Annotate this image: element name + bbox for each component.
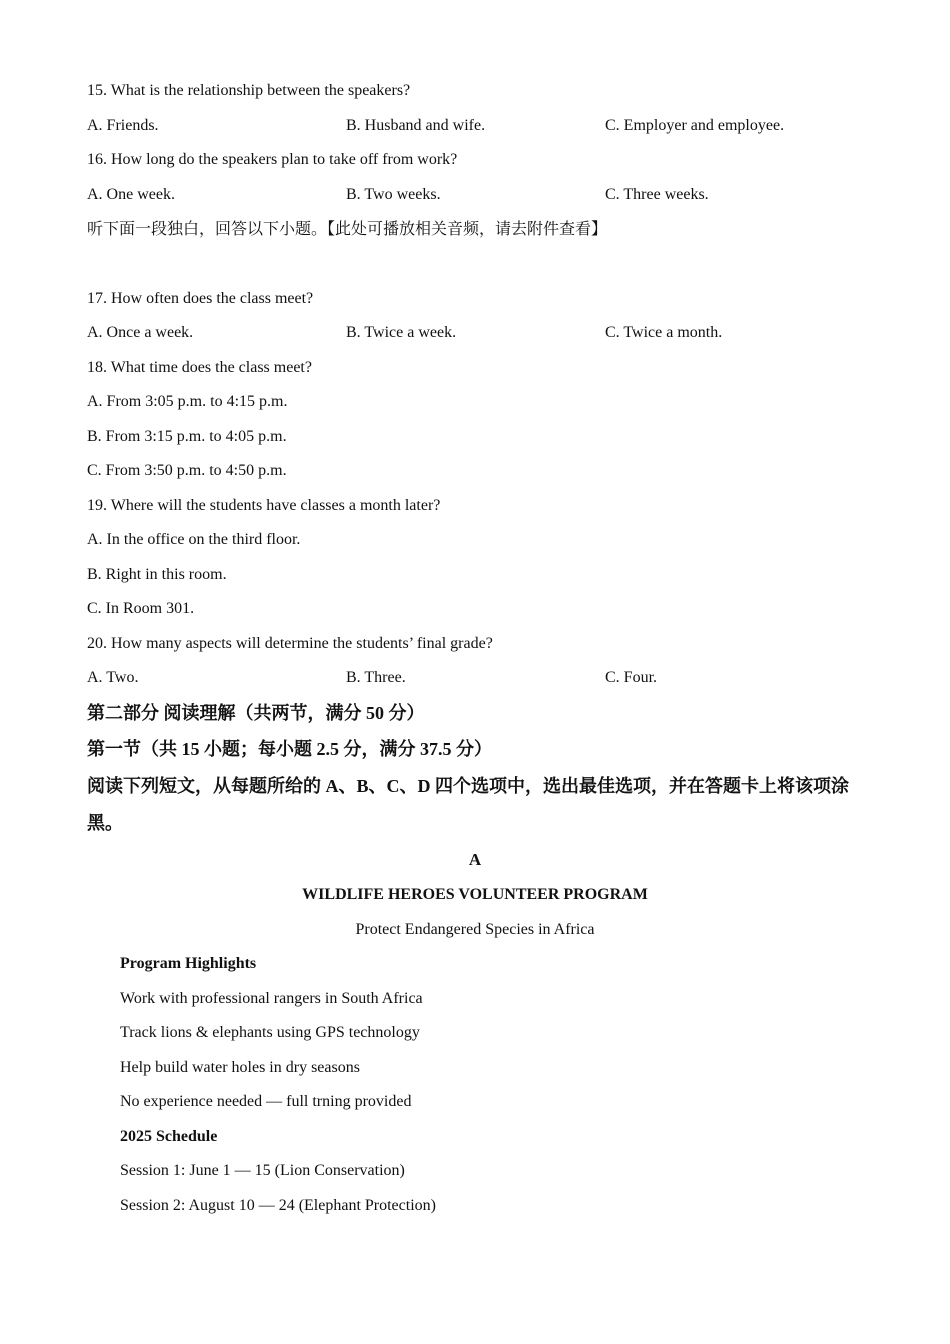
passage-subtitle: Protect Endangered Species in Africa — [355, 921, 595, 938]
question-18-option-b: B. From 3:15 p.m. to 4:05 p.m. — [87, 428, 287, 445]
question-19-option-a: A. In the office on the third floor. — [87, 531, 301, 548]
question-20-option-b: B. Three. — [346, 669, 406, 686]
question-19-option-c: C. In Room 301. — [87, 600, 195, 617]
question-15-option-c: C. Employer and employee. — [605, 117, 785, 134]
monologue-instruction: 听下面一段独白，回答以下小题。【此处可播放相关音频，请去附件查看】 — [87, 221, 608, 238]
highlights-heading: Program Highlights — [120, 955, 257, 972]
highlight-item: Help build water holes in dry seasons — [120, 1059, 360, 1076]
schedule-item: Session 1: June 1 — 15 (Lion Conservation) — [120, 1162, 405, 1179]
question-18-option-a: A. From 3:05 p.m. to 4:15 p.m. — [87, 393, 288, 410]
question-16: 16. How long do the speakers plan to take off from work? — [87, 151, 458, 168]
question-17: 17. How often does the class meet? — [87, 290, 314, 307]
passage-letter: A — [468, 850, 482, 869]
question-20-option-c: C. Four. — [605, 669, 658, 686]
question-15: 15. What is the relationship between the speakers? — [87, 82, 411, 99]
schedule-item: Session 2: August 10 — 24 (Elephant Protection) — [120, 1197, 436, 1214]
section-one-title: 第一节（共 15 小题；每小题 2.5 分，满分 37.5 分） — [87, 739, 492, 759]
question-19: 19. Where will the students have classes a month later? — [87, 497, 441, 514]
question-16-option-a: A. One week. — [87, 186, 175, 203]
question-16-option-b: B. Two weeks. — [346, 186, 441, 203]
reading-instruction: 阅读下列短文，从每题所给的 A、B、C、D 四个选项中，选出最佳选项，并在答题卡上将该项涂黑。 — [87, 776, 849, 833]
question-17-option-a: A. Once a week. — [87, 324, 194, 341]
question-18-option-c: C. From 3:50 p.m. to 4:50 p.m. — [87, 462, 287, 479]
question-20: 20. How many aspects will determine the students’ final grade? — [87, 635, 493, 652]
question-16-option-c: C. Three weeks. — [605, 186, 709, 203]
question-17-option-b: B. Twice a week. — [346, 324, 457, 341]
question-19-option-b: B. Right in this room. — [87, 566, 227, 583]
highlight-item: Track lions & elephants using GPS technology — [120, 1024, 420, 1041]
part-two-title: 第二部分 阅读理解（共两节，满分 50 分） — [87, 703, 425, 723]
question-20-option-a: A. Two. — [87, 669, 139, 686]
highlight-item: No experience needed — full trning provided — [120, 1093, 412, 1110]
question-15-option-a: A. Friends. — [87, 117, 159, 134]
question-18: 18. What time does the class meet? — [87, 359, 312, 376]
highlight-item: Work with professional rangers in South Africa — [120, 990, 423, 1007]
passage-title: WILDLIFE HEROES VOLUNTEER PROGRAM — [302, 886, 648, 903]
schedule-heading: 2025 Schedule — [120, 1128, 218, 1145]
question-15-option-b: B. Husband and wife. — [346, 117, 486, 134]
question-17-option-c: C. Twice a month. — [605, 324, 723, 341]
